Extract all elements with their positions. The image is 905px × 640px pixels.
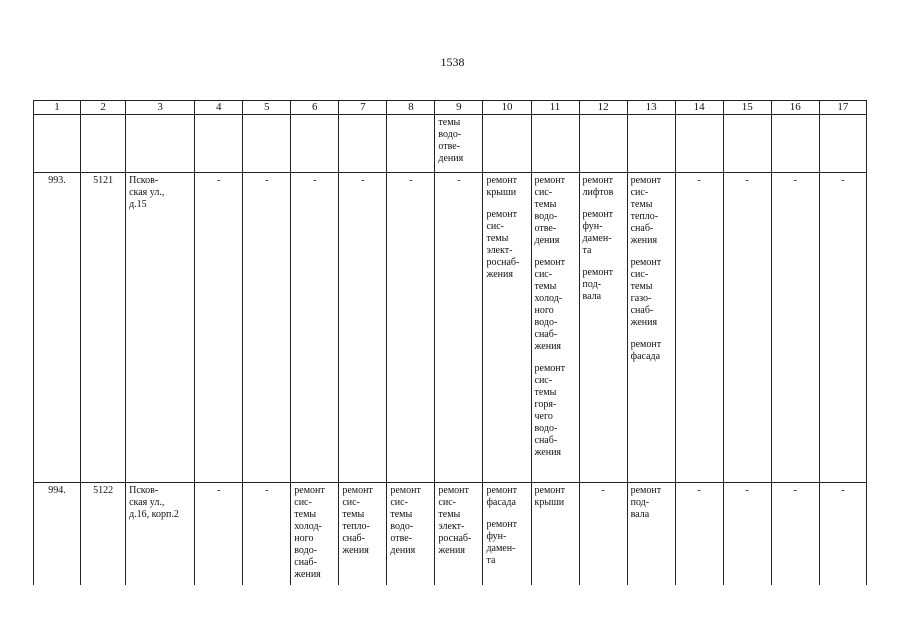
table-cell <box>771 115 819 173</box>
dash: - <box>745 175 749 186</box>
table-cell <box>243 115 291 173</box>
dash: - <box>217 175 221 186</box>
table-cell <box>339 115 387 173</box>
header-cell: 5 <box>243 101 291 115</box>
table-cell <box>126 115 195 173</box>
header-cell: 16 <box>771 101 819 115</box>
table-cell <box>675 173 723 483</box>
repair-item: ремонт под- вала <box>630 485 662 520</box>
header-cell: 15 <box>723 101 771 115</box>
table-cell <box>291 173 339 483</box>
table-cell <box>627 483 675 586</box>
table-cell <box>627 115 675 173</box>
table-cell <box>627 173 675 483</box>
dash: - <box>745 485 749 496</box>
page-number: 1538 <box>440 55 465 69</box>
dash: - <box>697 485 701 496</box>
table-cell <box>291 483 339 586</box>
header-cell: 12 <box>579 101 627 115</box>
repair-item: ремонт крыши <box>534 485 565 508</box>
header-cell: 17 <box>819 101 866 115</box>
repair-item: ремонт сис- темы холод- ного водо- снаб- жения <box>294 485 325 580</box>
table-cell <box>723 115 771 173</box>
table-cell <box>723 173 771 483</box>
table-cell <box>819 115 866 173</box>
table-cell <box>819 173 866 483</box>
repair-item: ремонт под- вала <box>582 267 614 302</box>
repair-item: ремонт сис- темы элект- роснаб- жения <box>438 485 472 556</box>
table-cell <box>195 483 243 586</box>
header-cell: 10 <box>483 101 531 115</box>
table-cell <box>579 173 627 483</box>
table-cell <box>675 115 723 173</box>
table-cell <box>387 115 435 173</box>
table-cell <box>435 115 483 173</box>
table-cell <box>387 483 435 586</box>
repair-item: ремонт сис- темы водо- отве- дения <box>534 175 565 246</box>
dash: - <box>361 175 365 186</box>
header-cell: 6 <box>291 101 339 115</box>
header-cell: 4 <box>195 101 243 115</box>
table-cell <box>531 173 579 483</box>
table-cell <box>387 173 435 483</box>
repair-schedule-table <box>33 100 867 585</box>
repair-item: ремонт фун- дамен- та <box>486 519 517 566</box>
column-number-header <box>34 101 867 115</box>
table-cell <box>771 173 819 483</box>
address-cell <box>126 483 195 586</box>
header-cell: 9 <box>435 101 483 115</box>
table-cell <box>243 483 291 586</box>
table-cell <box>579 115 627 173</box>
header-cell: 8 <box>387 101 435 115</box>
table-row <box>34 173 867 483</box>
continued-text: темы водо- отве- дения <box>438 117 464 164</box>
table-cell <box>675 483 723 586</box>
dash: - <box>457 175 461 186</box>
repair-item: ремонт крыши <box>486 175 517 198</box>
header-cell: 1 <box>34 101 81 115</box>
object-code: 5122 <box>81 483 126 586</box>
header-cell: 2 <box>81 101 126 115</box>
repair-item: ремонт сис- темы горя- чего водо- снаб- жения <box>534 363 565 458</box>
address: Псков- ская ул., д.15 <box>129 175 165 210</box>
table-cell <box>34 115 81 173</box>
dash: - <box>265 175 269 186</box>
repair-item: ремонт лифтов <box>582 175 614 198</box>
table-cell <box>435 483 483 586</box>
address: Псков- ская ул., д.16, корп.2 <box>129 485 179 520</box>
table-cell <box>243 173 291 483</box>
table-cell <box>483 173 531 483</box>
header-cell: 13 <box>627 101 675 115</box>
table-cell <box>531 115 579 173</box>
repair-item: ремонт сис- темы газо- снаб- жения <box>630 257 662 328</box>
continuation-row <box>34 115 867 173</box>
repair-item: ремонт фасада <box>630 339 662 362</box>
dash: - <box>841 175 845 186</box>
address-cell <box>126 173 195 483</box>
header-cell: 14 <box>675 101 723 115</box>
table-cell <box>723 483 771 586</box>
dash: - <box>265 485 269 496</box>
table-cell <box>483 115 531 173</box>
dash: - <box>601 485 605 496</box>
repair-item: ремонт фасада <box>486 485 517 508</box>
dash: - <box>793 485 797 496</box>
object-code: 5121 <box>81 173 126 483</box>
repair-item: ремонт фун- дамен- та <box>582 209 614 256</box>
dash: - <box>841 485 845 496</box>
repair-item: ремонт сис- темы водо- отве- дения <box>390 485 421 556</box>
row-number: 994. <box>34 483 81 586</box>
table-cell <box>435 173 483 483</box>
dash: - <box>217 485 221 496</box>
repair-item: ремонт сис- темы тепло- снаб- жения <box>342 485 373 556</box>
dash: - <box>313 175 317 186</box>
dash: - <box>409 175 413 186</box>
table-cell <box>579 483 627 586</box>
dash: - <box>793 175 797 186</box>
table-cell <box>531 483 579 586</box>
table-cell <box>339 173 387 483</box>
repair-item: ремонт сис- темы холод- ного водо- снаб- жения <box>534 257 565 352</box>
row-number: 993. <box>34 173 81 483</box>
table-cell <box>819 483 866 586</box>
header-cell: 11 <box>531 101 579 115</box>
header-cell: 3 <box>126 101 195 115</box>
table-cell <box>195 115 243 173</box>
table-cell <box>483 483 531 586</box>
dash: - <box>697 175 701 186</box>
table-cell <box>81 115 126 173</box>
repair-item: ремонт сис- темы элект- роснаб- жения <box>486 209 520 280</box>
repair-item: ремонт сис- темы тепло- снаб- жения <box>630 175 662 246</box>
table-cell <box>771 483 819 586</box>
table-cell <box>195 173 243 483</box>
table-cell <box>339 483 387 586</box>
table-cell <box>291 115 339 173</box>
header-cell: 7 <box>339 101 387 115</box>
table-row <box>34 483 867 586</box>
